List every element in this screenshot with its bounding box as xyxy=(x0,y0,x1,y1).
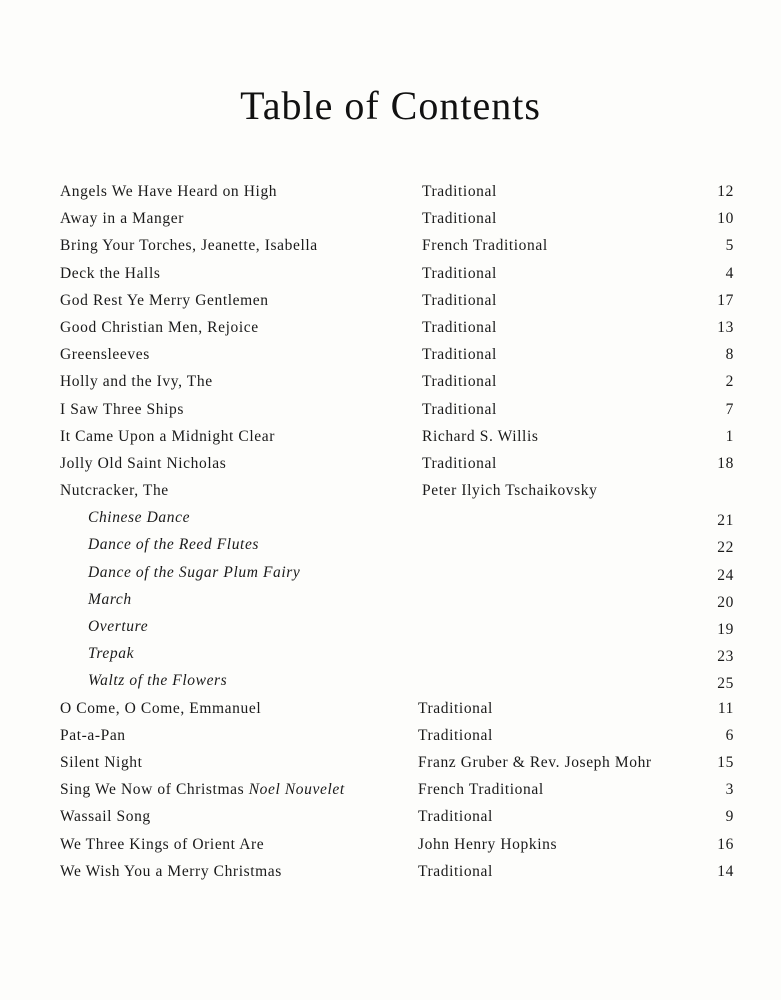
entry-composer: French Traditional xyxy=(422,237,548,255)
entry-page: 16 xyxy=(717,835,734,853)
entry-composer: Traditional xyxy=(418,862,493,880)
entry-page: 25 xyxy=(717,675,734,693)
toc-entry xyxy=(0,232,781,259)
entry-composer: Traditional xyxy=(422,400,497,418)
entry-title: O Come, O Come, Emmanuel xyxy=(60,699,262,717)
entry-composer: Franz Gruber & Rev. Joseph Mohr xyxy=(418,753,652,771)
entry-composer: Traditional xyxy=(422,210,497,228)
toc-entry xyxy=(0,722,781,749)
entry-title: Greensleeves xyxy=(60,346,150,364)
entry-title: Sing We Now of Christmas xyxy=(60,781,245,799)
entry-composer: Traditional xyxy=(422,454,497,472)
entry-title: Angels We Have Heard on High xyxy=(60,183,278,200)
page-title: Table of Contents xyxy=(240,83,541,128)
entry-composer: Traditional xyxy=(418,726,493,744)
toc-entry xyxy=(0,287,781,314)
toc-subentry xyxy=(0,667,781,694)
entry-title: Nutcracker, The xyxy=(60,482,169,500)
entry-composer: Traditional xyxy=(418,699,493,717)
entry-page: 14 xyxy=(717,862,734,880)
entry-title: March xyxy=(88,590,132,608)
toc-entry xyxy=(0,205,781,232)
toc-entry xyxy=(0,260,781,287)
entry-composer: Peter Ilyich Tschaikovsky xyxy=(422,482,598,500)
entry-page: 17 xyxy=(717,291,734,309)
toc-subentry xyxy=(0,559,781,586)
entry-title: Deck the Halls xyxy=(60,264,161,282)
entry-title: Pat-a-Pan xyxy=(60,726,126,744)
toc-subentry xyxy=(0,531,781,558)
entry-page: 11 xyxy=(717,699,734,717)
entry-page: 19 xyxy=(717,621,734,638)
entry-title: Overture xyxy=(88,618,149,635)
entry-page: 22 xyxy=(717,539,734,557)
entry-title: Jolly Old Saint Nicholas xyxy=(60,454,227,472)
toc-entry xyxy=(0,178,781,205)
entry-title: Away in a Manger xyxy=(60,210,184,228)
toc-list xyxy=(0,178,781,885)
toc-entry xyxy=(0,423,781,450)
entry-composer: Traditional xyxy=(418,808,493,826)
toc-entry xyxy=(0,776,781,803)
entry-page: 10 xyxy=(717,210,734,228)
entry-page: 8 xyxy=(725,346,734,364)
entry-page: 6 xyxy=(725,726,734,744)
entry-page: 3 xyxy=(725,781,734,799)
entry-page: 2 xyxy=(725,373,734,391)
entry-title: Waltz of the Flowers xyxy=(88,672,228,690)
entry-page: 18 xyxy=(717,454,734,472)
entry-title: I Saw Three Ships xyxy=(60,400,184,418)
entry-page: 23 xyxy=(717,648,734,666)
toc-entry xyxy=(0,314,781,341)
entry-title: Bring Your Torches, Jeanette, Isabella xyxy=(60,237,318,255)
entry-title: Holly and the Ivy, The xyxy=(60,373,213,391)
entry-composer: French Traditional xyxy=(418,781,544,799)
entry-title: Silent Night xyxy=(60,753,143,771)
entry-title-group xyxy=(60,776,345,803)
toc-entry xyxy=(0,477,781,504)
entry-title: We Wish You a Merry Christmas xyxy=(60,862,282,880)
entry-composer: Traditional xyxy=(422,318,497,336)
entry-page: 24 xyxy=(717,566,734,584)
entry-page: 5 xyxy=(725,237,734,255)
toc-entry xyxy=(0,831,781,858)
entry-title: Dance of the Sugar Plum Fairy xyxy=(88,563,301,581)
entry-composer: Traditional xyxy=(422,373,497,391)
toc-entry xyxy=(0,396,781,423)
entry-page: 4 xyxy=(725,264,734,282)
entry-composer: Traditional xyxy=(422,346,497,364)
toc-subentry xyxy=(0,504,781,531)
entry-composer: Traditional xyxy=(422,183,497,200)
entry-title: It Came Upon a Midnight Clear xyxy=(60,427,275,445)
toc-subentry xyxy=(0,586,781,613)
entry-page: 13 xyxy=(717,318,734,336)
entry-title: Wassail Song xyxy=(60,808,151,826)
entry-composer: Traditional xyxy=(422,291,497,309)
entry-composer: Traditional xyxy=(422,264,497,282)
toc-entry xyxy=(0,368,781,395)
toc-subentry xyxy=(0,640,781,667)
entry-composer: John Henry Hopkins xyxy=(418,835,558,853)
entry-page: 15 xyxy=(717,753,734,771)
toc-entry xyxy=(0,450,781,477)
toc-entry xyxy=(0,803,781,830)
entry-page: 21 xyxy=(717,512,734,530)
entry-title: Good Christian Men, Rejoice xyxy=(60,318,259,336)
toc-entry xyxy=(0,341,781,368)
entry-title: God Rest Ye Merry Gentlemen xyxy=(60,291,269,309)
entry-composer: Richard S. Willis xyxy=(422,427,539,445)
entry-title: Dance of the Reed Flutes xyxy=(88,536,260,554)
entry-page: 1 xyxy=(725,427,734,445)
entry-page: 7 xyxy=(725,400,734,418)
entry-title: We Three Kings of Orient Are xyxy=(60,835,265,853)
toc-entry xyxy=(0,695,781,722)
entry-title-italic: Noel Nouvelet xyxy=(248,781,345,799)
entry-page: 9 xyxy=(725,808,734,826)
entry-title: Chinese Dance xyxy=(88,509,191,527)
entry-page: 20 xyxy=(717,593,734,611)
toc-entry xyxy=(0,858,781,885)
toc-entry xyxy=(0,749,781,776)
toc-subentry xyxy=(0,613,781,640)
entry-title: Trepak xyxy=(88,645,135,663)
entry-page: 12 xyxy=(717,183,734,200)
